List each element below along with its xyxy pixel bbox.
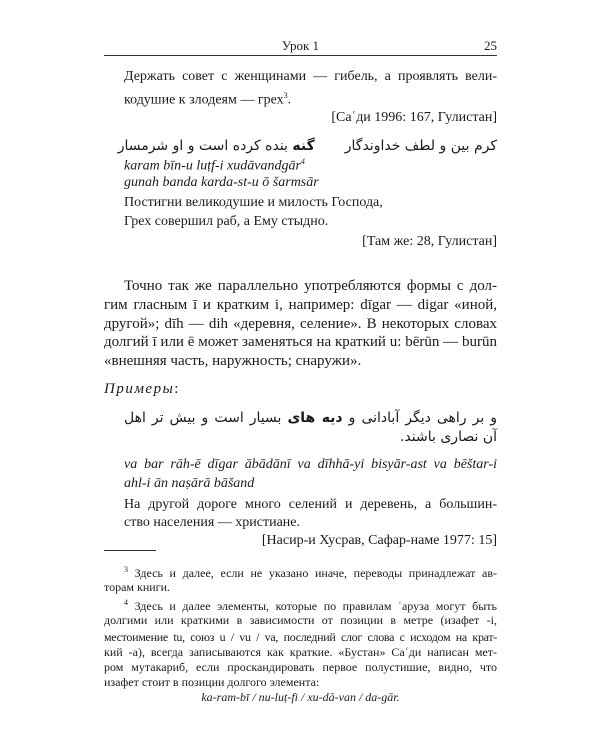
verse-hemistich-2: بنده کرده است و او شرمسار	[117, 138, 288, 154]
translit-text: karam bīn-u luṭf-i xudāvandgār	[124, 158, 301, 174]
translation-line: Грех совершил раб, а Ему стыдно.	[124, 214, 329, 229]
persian-example-line	[124, 410, 497, 426]
persian-text: و بر راهی دیگر آبادانی و	[348, 410, 498, 426]
persian-text: بسیار است و بیش تر اهل	[124, 410, 282, 426]
footnote-4-line: местоимение tu, союз u / vu / va, последний слог слова с исходом на крат-	[104, 630, 497, 644]
footnote-ref: 3	[283, 91, 288, 100]
footnote-4-line: долгими или краткими в зависимости от позиции в метре (изафет -i,	[104, 613, 497, 627]
paragraph-line: гим гласным ī и кратким i, например: dīgar — digar «иной,	[104, 297, 497, 313]
footnote-4-line	[124, 598, 497, 614]
footnote-number: 3	[124, 565, 128, 574]
quote-line: Держать совет с женщинами — гибель, а проявлять вели-	[124, 69, 497, 84]
quote-text: кодушие к злодеям — грех	[124, 92, 284, 108]
examples-heading	[104, 381, 497, 398]
quote-end: .	[287, 92, 292, 108]
chapter-title: Урок 1	[281, 38, 320, 53]
quote-line	[124, 91, 497, 109]
transliteration-line: va bar rāh-ē dīgar ābādānī va dīhhā-yi bisyār-ast va bēštar-i	[124, 457, 497, 472]
paragraph-line: долгий ī или ē может заменяться на краткий u: bērūn — burūn	[104, 334, 497, 350]
paragraph-line: Точно так же параллельно употребляются формы с дол-	[124, 278, 497, 294]
citation: [Саʿди 1996: 167, Гулистан]	[331, 110, 497, 125]
citation: [Насир-и Хусрав, Сафар-наме 1977: 15]	[261, 533, 497, 548]
footnote-rule	[104, 550, 156, 551]
translation-line: ство населения — христиане.	[124, 515, 301, 530]
verse-bold-word: گنه	[292, 138, 315, 154]
translation-line: На другой дороге много селений и деревень, а большин-	[124, 497, 497, 512]
footnote-text: Здесь и далее, если не указано иначе, переводы принадлежат ав-	[134, 566, 498, 580]
examples-label: Примеры	[104, 381, 175, 397]
footnote-number: 4	[124, 598, 128, 607]
transliteration-line: ahl-i ān naṣārā bāšand	[124, 476, 255, 491]
footnote-4-line: изафет стоит в позиции долгого элемента:	[104, 675, 320, 689]
citation: [Там же: 28, Гулистан]	[362, 234, 497, 249]
translation-line: Постигни великодушие и милость Господа,	[124, 195, 383, 210]
header-rule	[104, 55, 497, 56]
footnote-ref: 4	[300, 157, 305, 166]
transliteration-line	[124, 157, 497, 175]
paragraph-line: «внешняя часть, наружность; снаружи».	[104, 353, 362, 369]
persian-verse	[117, 138, 497, 154]
footnote-4-line: кий -a), всегда записываются как краткие. «Бустан» Саʿди написан мет-	[104, 645, 497, 659]
footnote-3-line	[124, 565, 497, 581]
footnote-text: Здесь и далее элементы, которые по правилам ʿаруза могут быть	[134, 599, 497, 613]
persian-example-line: آن نصاری باشند.	[399, 429, 497, 445]
footnote-3-line: торам книги.	[104, 580, 171, 594]
page-number: 25	[484, 38, 497, 53]
footnote-4-line: ром мутакариб, если проскандировать первое полустишие, видно, что	[104, 660, 497, 674]
persian-bold-word: دیه های	[287, 410, 343, 426]
colon: :	[174, 381, 179, 397]
transliteration-line: gunah banda karda-st-u ō šarmsār	[124, 175, 319, 190]
verse-hemistich-1: کرم بین و لطف خداوندگار	[344, 138, 497, 154]
scansion-line: ka-ram-bī / nu-luṭ-fi / xu-dā-van / da-gār.	[201, 690, 400, 704]
paragraph-line: другой»; dīh — dih «деревня, селение». В некоторых словах	[104, 316, 497, 332]
